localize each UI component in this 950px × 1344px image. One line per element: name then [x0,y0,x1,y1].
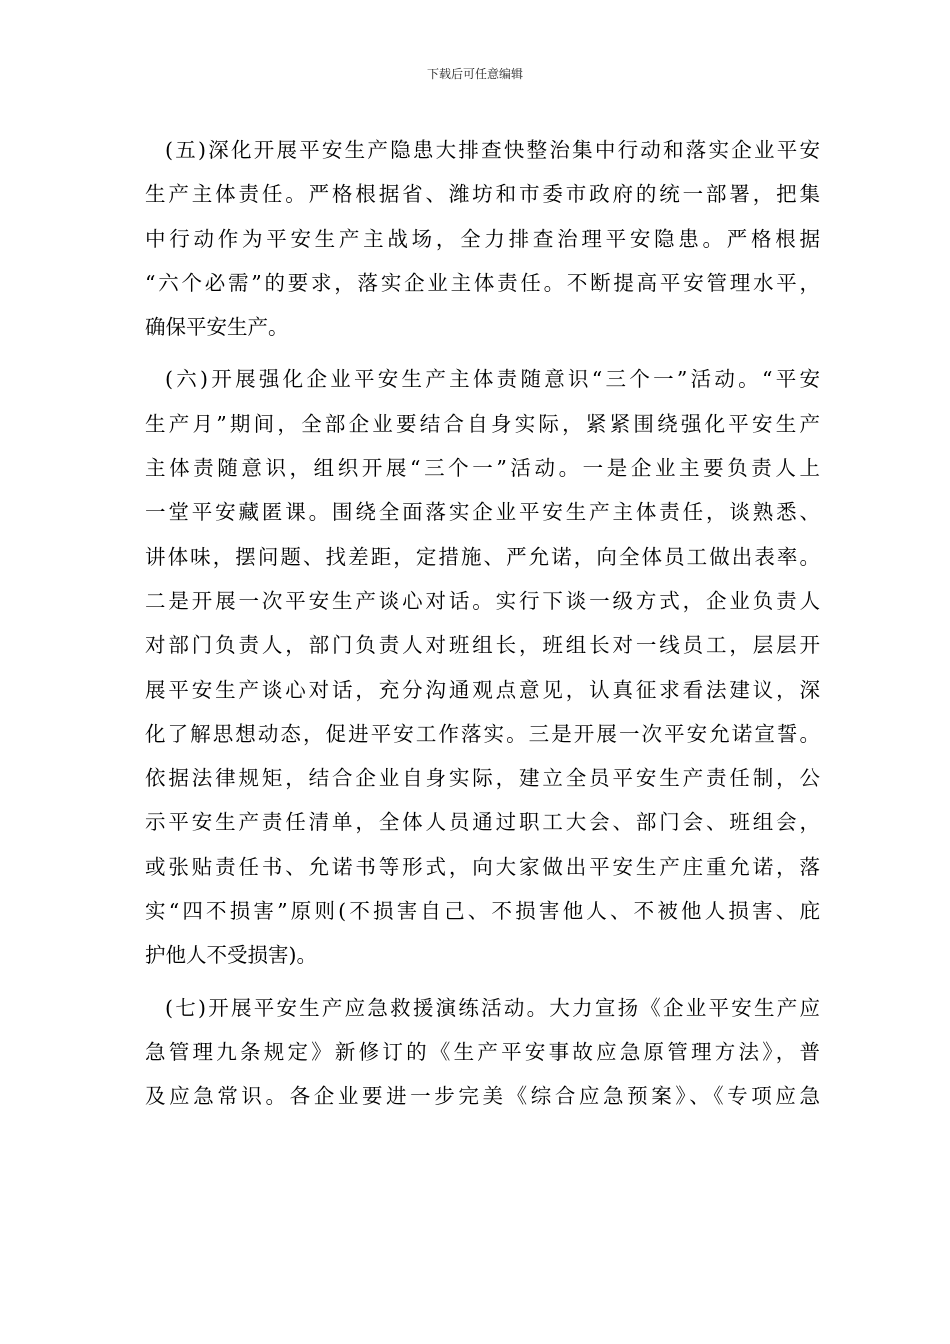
paragraph-6 [145,357,820,977]
text-line: (五)深化开展平安生产隐患大排查快整治集中行动和落实企业平安 [165,138,820,162]
text-line: 中行动作为平安生产主战场，全力排查治理平安隐患。严格根据 [145,226,820,251]
text-line: 一堂平安藏匿课。围绕全面落实企业平安生产主体责任，谈熟悉、 [145,500,820,525]
text-line: 主体责随意识，组织开展“三个一”活动。一是企业主要负责人上 [145,456,820,481]
text-line: 展平安生产谈心对话，充分沟通观点意见，认真征求看法建议，深 [145,677,820,702]
text-line: 示平安生产责任清单，全体人员通过职工大会、部门会、班组会， [145,810,820,835]
text-line: (七)开展平安生产应急救援演练活动。大力宣扬《企业平安生产应 [165,995,820,1020]
text-line: 对部门负责人，部门负责人对班组长，班组长对一线员工，层层开 [145,633,820,658]
text-line: 急管理九条规定》新修订的《生产平安事故应急原管理方法》，普 [145,1039,820,1064]
text-line: 护他人不受损害)。 [145,943,317,968]
text-line: “六个必需”的要求，落实企业主体责任。不断提高平安管理水平， [145,270,820,295]
text-line: 讲体味，摆问题、找差距，定措施、严允诺，向全体员工做出表率。 [145,544,820,569]
text-line: 二是开展一次平安生产谈心对话。实行下谈一级方式，企业负责人 [145,588,820,613]
text-line: 及应急常识。各企业要进一步完美《综合应急预案》、《专项应急 [145,1084,820,1109]
document-body [145,128,820,1119]
text-line: 确保平安生产。 [145,315,289,340]
page-header: 下载后可任意编辑 [426,67,523,81]
text-line: 生产主体责任。严格根据省、潍坊和市委市政府的统一部署，把集 [145,182,820,207]
text-line: 生产月”期间，全部企业要结合自身实际，紧紧围绕强化平安生产 [145,411,820,436]
paragraph-7 [145,986,820,1119]
text-line: 或张贴责任书、允诺书等形式，向大家做出平安生产庄重允诺，落 [145,854,820,879]
text-line: (六)开展强化企业平安生产主体责随意识“三个一”活动。“平安 [165,367,820,392]
text-line: 实“四不损害”原则(不损害自己、不损害他人、不被他人损害、庇 [145,899,820,924]
text-line: 化了解思想动态，促进平安工作落实。三是开展一次平安允诺宣誓。 [145,721,820,746]
paragraph-5 [145,128,820,349]
text-line: 依据法律规矩，结合企业自身实际，建立全员平安生产责任制，公 [145,766,820,791]
